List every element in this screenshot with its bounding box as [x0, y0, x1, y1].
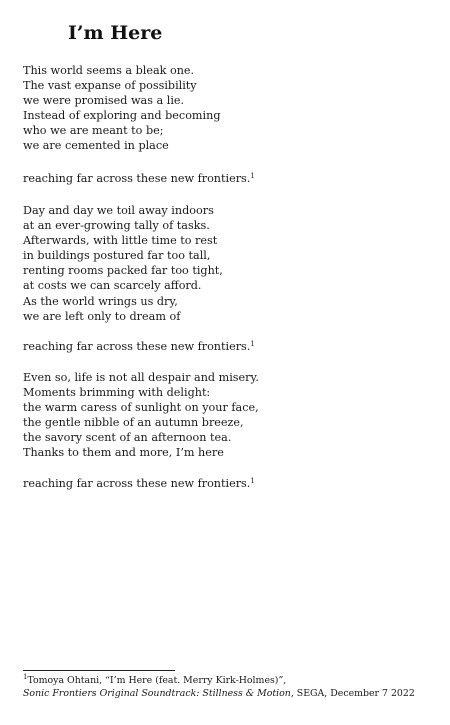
poem-line: Instead of exploring and becoming [23, 109, 221, 123]
poem-line: Moments brimming with delight: [23, 386, 211, 400]
footnote-divider [23, 670, 175, 671]
poem-line: the warm caress of sunlight on your face, [23, 401, 259, 415]
refrain-3 [23, 476, 255, 491]
poem-line: at an ever-growing tally of tasks. [23, 219, 210, 233]
poem-line: we are cemented in place [23, 139, 169, 153]
poem-line: we were promised was a lie. [23, 94, 185, 108]
poem-line: As the world wrings us dry, [23, 294, 178, 308]
poem-line: Thanks to them and more, I’m here [23, 446, 224, 460]
footnote-citation-line [23, 675, 415, 688]
poem-line: who we are meant to be; [23, 124, 164, 138]
poem-line: in buildings postured far too tall, [23, 249, 211, 263]
poem-line: the savory scent of an afternoon tea. [23, 431, 232, 445]
footnote-publisher-date: , SEGA, December 7 2022 [290, 687, 415, 699]
stanza-2 [23, 203, 223, 324]
footnote-source-line [23, 688, 415, 701]
footnote-citation: Tomoya Ohtani, “I’m Here (feat. Merry Kirk-Holmes)”, [27, 675, 287, 686]
poem-line: This world seems a bleak one. [23, 64, 195, 77]
poem-title: I’m Here [68, 22, 163, 44]
poem-line: Day and day we toil away indoors [23, 204, 214, 217]
poem-line: the gentle nibble of an autumn breeze, [23, 416, 244, 430]
footnote [23, 675, 415, 700]
stanza-3 [23, 370, 259, 461]
poem-line: The vast expanse of possibility [23, 79, 197, 93]
footnote-marker: 1 [250, 172, 255, 180]
poem-line: Even so, life is not all despair and misery. [23, 371, 259, 384]
refrain-1 [23, 171, 255, 186]
poem-line: we are left only to dream of [23, 309, 181, 323]
poem-line: renting rooms packed far too tight, [23, 264, 223, 278]
stanza-1 [23, 63, 221, 154]
refrain-line: reaching far across these new frontiers.$^1$ [23, 340, 255, 353]
footnote-number: 1 [23, 673, 28, 681]
poem-line: Afterwards, with little time to rest [23, 234, 218, 248]
refrain-2 [23, 339, 255, 354]
refrain-line: reaching far across these new frontiers.$^1$ [23, 477, 255, 490]
footnote-marker: 1 [250, 340, 255, 348]
footnote-marker: 1 [250, 477, 255, 485]
footnote-album: Sonic Frontiers Original Soundtrack: Stillness & Motion [23, 687, 291, 699]
refrain-line: reaching far across these new frontiers.$^1$ [23, 172, 255, 185]
poem-line: at costs we can scarcely afford. [23, 279, 202, 293]
